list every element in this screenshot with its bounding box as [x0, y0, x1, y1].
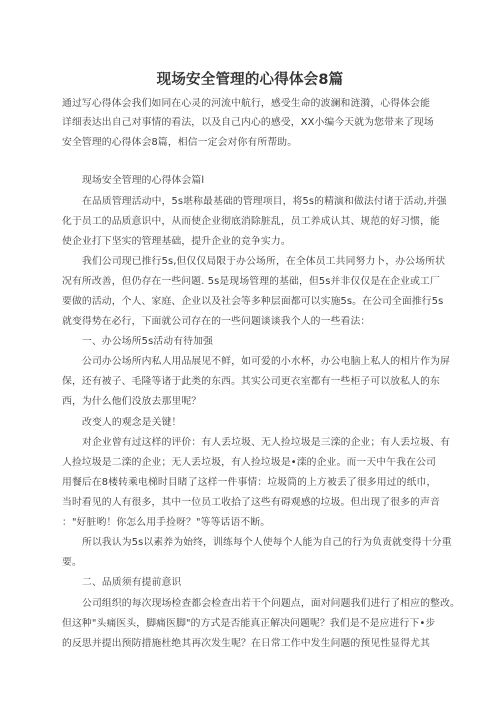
paragraph-line: 要做的活动，个人、家庭、企业以及社会等多种层面都可以实施5s。在公司全面推行5s [62, 296, 444, 307]
paragraph-line: 的反思并提出预防措施杜绝其再次发生呢？在日常工作中发生问题的预见性显得尤其 [62, 638, 431, 649]
paragraph-line: 人捡垃圾是二滦的企业；无人丢垃圾，有人捡垃圾是•滦的企业。而一天中午我在公司 [62, 457, 436, 468]
intro-line-2: 详细表达出自己对事情的看法，以及自己内心的感受，XX小编今天就为您带来了现场 [62, 117, 434, 128]
paragraph-line: 但这种"头痛医头，脚痛医脚"的方式是否能真正解决问题呢？我们是不是应进行下•步 [62, 618, 436, 629]
paragraph-line: 用餐后在8楼转乘电梯时目睹了这样一件事情：垃圾筒的上方被丢了很多用过的纸巾， [62, 477, 437, 488]
paragraph-line: 使企业打下坚实的管理基础，提升企业的竞争实力。 [62, 236, 291, 247]
paragraph-line: 对企业曾有过这样的评价：有人丢垃圾、无人捡垃圾是三滦的企业；有人丢垃圾、有 [82, 437, 451, 448]
paragraph-line: 我们公司现已推行5s,但仅仅局限于办公场所，在全体员工共同努力卜，办公场所状 [82, 256, 446, 267]
paragraph-line: 就变得势在必行，下面就公司存在的一些问题谈谈我个人的一些看法： [62, 316, 371, 327]
intro-line-1: 通过写心得体会我们如同在心灵的河流中航行，感受生命的波澜和涟漪，心得体会能 [62, 98, 431, 109]
paragraph-line: 保，还有被子、毛隆等诸于此类的东西。其实公司更衣室都有一些柜子可以放私人的东 [62, 376, 440, 387]
paragraph-line: 在品质管理活动中，5s堪称最基础的管理项目，将5s的精演和做法付诸于活动,并强 [82, 196, 447, 207]
paragraph-line: 西，为什么他们没放去那里呢？ [62, 396, 202, 407]
paragraph-line: 化于员工的品质意识中，从而使企业彻底消除脏乱，员工养成认其、规范的好习惯，能 [62, 216, 440, 227]
paragraph-line: 况有所改善，但仍存在一些问题. 5s是现场管理的基础，但5s并非仅仅是在企业或工厂 [62, 276, 440, 287]
paragraph-line: 公司办公场所内私人用品展见不鲜，如可爱的小水杯，办公电脑上私人的相片作为屏 [82, 356, 451, 367]
paragraph-line: 所以我认为5s以素养为始终，训练每个人使每个人能为自己的行为负责就变得十分重 [82, 537, 452, 548]
section-heading: 现场安全管理的心得体会篇l [82, 175, 205, 186]
document-title: 现场安全管理的心得体会8篇 [156, 72, 344, 88]
paragraph-line: 改变人的观念是关键！ [82, 417, 182, 428]
paragraph-line: 当时看见的人有很多，其中一位员工收拾了这些有碍观感的垃圾。但出现了很多的声音 [62, 497, 440, 508]
paragraph-line: 要。 [62, 557, 82, 568]
paragraph-line: ："好脏哟！你怎么用手捡呀？"等等话语不断。 [62, 517, 271, 528]
intro-line-3: 安全管理的心得体会8篇，相信一定会对你有所帮助。 [62, 137, 298, 148]
paragraph-line: 公司组织的每次现场检查都会检查出若干个问题点，面对问题我们进行了相应的整改。 [82, 598, 460, 609]
subheading-2: 二、品质须有提前意识 [82, 577, 182, 588]
subheading-1: 一、办公场所5s活动有待加强 [82, 336, 213, 347]
